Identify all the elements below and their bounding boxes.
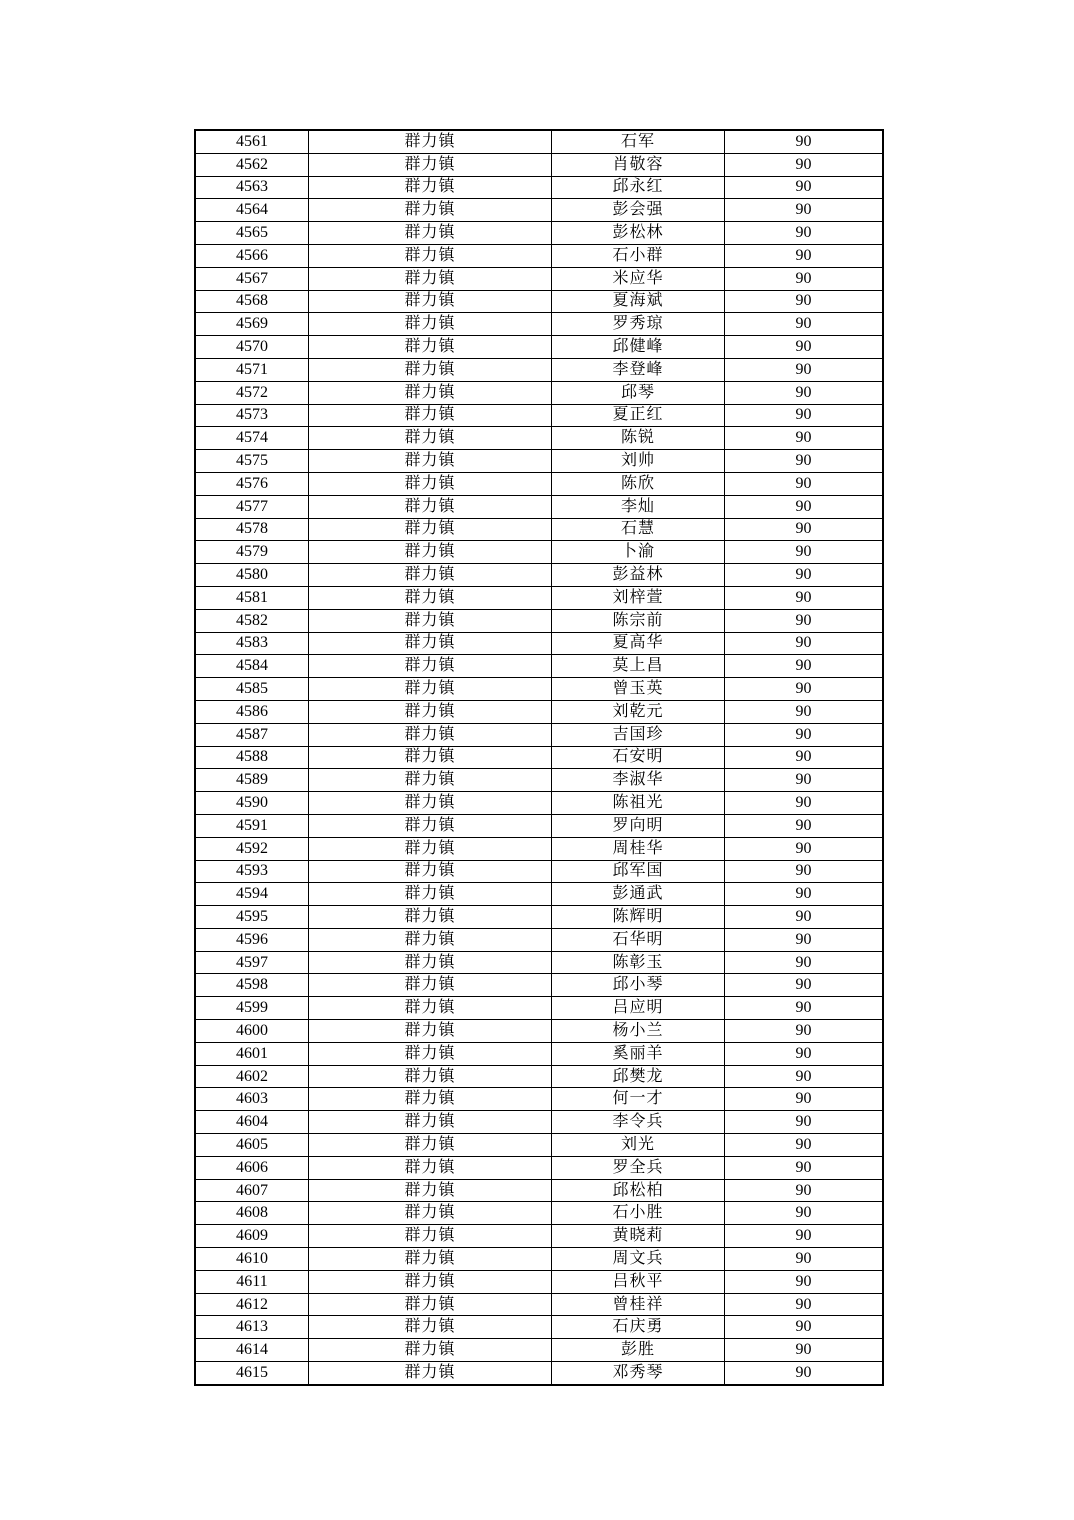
person-name-cell: 黄晓莉 [552,1225,725,1248]
table-row [195,1065,883,1088]
town-cell: 群力镇 [309,199,552,222]
score-cell: 90 [725,130,884,153]
row-number-cell: 4568 [195,290,309,313]
town-cell: 群力镇 [309,153,552,176]
table-row [195,1111,883,1134]
table-row [195,130,883,153]
table-row [195,1020,883,1043]
table-row [195,814,883,837]
person-name-cell: 石小群 [552,244,725,267]
table-row [195,1339,883,1362]
person-name-cell: 邱樊龙 [552,1065,725,1088]
table-row [195,678,883,701]
score-cell: 90 [725,1339,884,1362]
score-cell: 90 [725,792,884,815]
person-name-cell: 杨小兰 [552,1020,725,1043]
score-cell: 90 [725,1316,884,1339]
town-cell: 群力镇 [309,1042,552,1065]
person-name-cell: 邱小琴 [552,974,725,997]
score-cell: 90 [725,1088,884,1111]
person-name-cell: 李淑华 [552,769,725,792]
town-cell: 群力镇 [309,450,552,473]
table-row [195,290,883,313]
town-cell: 群力镇 [309,1111,552,1134]
person-name-cell: 吉国珍 [552,723,725,746]
row-number-cell: 4578 [195,518,309,541]
table-row [195,883,883,906]
table-row [195,723,883,746]
score-cell: 90 [725,290,884,313]
table-row [195,1293,883,1316]
table-row [195,358,883,381]
person-name-cell: 邱琴 [552,381,725,404]
row-number-cell: 4573 [195,404,309,427]
row-number-cell: 4613 [195,1316,309,1339]
table-row [195,1179,883,1202]
score-cell: 90 [725,746,884,769]
table-row [195,1316,883,1339]
person-name-cell: 陈锐 [552,427,725,450]
score-cell: 90 [725,1202,884,1225]
town-cell: 群力镇 [309,290,552,313]
table-row [195,518,883,541]
row-number-cell: 4612 [195,1293,309,1316]
town-cell: 群力镇 [309,928,552,951]
table-row [195,1134,883,1157]
score-cell: 90 [725,336,884,359]
person-name-cell: 曾桂祥 [552,1293,725,1316]
town-cell: 群力镇 [309,746,552,769]
person-name-cell: 石慧 [552,518,725,541]
town-cell: 群力镇 [309,655,552,678]
row-number-cell: 4570 [195,336,309,359]
score-cell: 90 [725,1111,884,1134]
row-number-cell: 4593 [195,860,309,883]
row-number-cell: 4561 [195,130,309,153]
row-number-cell: 4608 [195,1202,309,1225]
row-number-cell: 4564 [195,199,309,222]
person-name-cell: 曾玉英 [552,678,725,701]
person-name-cell: 肖敬容 [552,153,725,176]
score-cell: 90 [725,997,884,1020]
town-cell: 群力镇 [309,883,552,906]
table-row [195,427,883,450]
score-cell: 90 [725,814,884,837]
person-name-cell: 吕秋平 [552,1270,725,1293]
score-cell: 90 [725,564,884,587]
row-number-cell: 4585 [195,678,309,701]
town-cell: 群力镇 [309,1065,552,1088]
table-row [195,199,883,222]
score-cell: 90 [725,632,884,655]
score-cell: 90 [725,1225,884,1248]
row-number-cell: 4614 [195,1339,309,1362]
person-name-cell: 彭会强 [552,199,725,222]
person-name-cell: 罗全兵 [552,1156,725,1179]
table-row [195,336,883,359]
town-cell: 群力镇 [309,472,552,495]
town-cell: 群力镇 [309,586,552,609]
town-cell: 群力镇 [309,381,552,404]
table-row [195,1088,883,1111]
town-cell: 群力镇 [309,1270,552,1293]
row-number-cell: 4601 [195,1042,309,1065]
table-row [195,951,883,974]
person-name-cell: 米应华 [552,267,725,290]
town-cell: 群力镇 [309,336,552,359]
person-name-cell: 夏正红 [552,404,725,427]
roster-table [194,129,884,1386]
score-cell: 90 [725,1065,884,1088]
person-name-cell: 陈宗前 [552,609,725,632]
table-row [195,404,883,427]
row-number-cell: 4587 [195,723,309,746]
row-number-cell: 4589 [195,769,309,792]
row-number-cell: 4606 [195,1156,309,1179]
town-cell: 群力镇 [309,495,552,518]
row-number-cell: 4596 [195,928,309,951]
person-name-cell: 刘光 [552,1134,725,1157]
table-row [195,450,883,473]
row-number-cell: 4586 [195,700,309,723]
score-cell: 90 [725,313,884,336]
town-cell: 群力镇 [309,974,552,997]
person-name-cell: 李登峰 [552,358,725,381]
row-number-cell: 4566 [195,244,309,267]
row-number-cell: 4584 [195,655,309,678]
town-cell: 群力镇 [309,1134,552,1157]
row-number-cell: 4583 [195,632,309,655]
table-row [195,928,883,951]
score-cell: 90 [725,1020,884,1043]
town-cell: 群力镇 [309,1020,552,1043]
score-cell: 90 [725,495,884,518]
person-name-cell: 刘乾元 [552,700,725,723]
score-cell: 90 [725,860,884,883]
person-name-cell: 邱军国 [552,860,725,883]
town-cell: 群力镇 [309,1179,552,1202]
row-number-cell: 4563 [195,176,309,199]
person-name-cell: 罗向明 [552,814,725,837]
town-cell: 群力镇 [309,1316,552,1339]
person-name-cell: 刘梓萱 [552,586,725,609]
score-cell: 90 [725,518,884,541]
person-name-cell: 石华明 [552,928,725,951]
table-row [195,906,883,929]
person-name-cell: 罗秀琼 [552,313,725,336]
row-number-cell: 4615 [195,1362,309,1385]
town-cell: 群力镇 [309,518,552,541]
score-cell: 90 [725,586,884,609]
score-cell: 90 [725,723,884,746]
row-number-cell: 4609 [195,1225,309,1248]
town-cell: 群力镇 [309,609,552,632]
row-number-cell: 4598 [195,974,309,997]
score-cell: 90 [725,951,884,974]
score-cell: 90 [725,769,884,792]
table-row [195,860,883,883]
town-cell: 群力镇 [309,951,552,974]
row-number-cell: 4603 [195,1088,309,1111]
row-number-cell: 4576 [195,472,309,495]
person-name-cell: 吕应明 [552,997,725,1020]
table-row [195,1225,883,1248]
row-number-cell: 4580 [195,564,309,587]
score-cell: 90 [725,928,884,951]
row-number-cell: 4594 [195,883,309,906]
table-row [195,1156,883,1179]
town-cell: 群力镇 [309,1088,552,1111]
row-number-cell: 4591 [195,814,309,837]
table-row [195,222,883,245]
town-cell: 群力镇 [309,997,552,1020]
score-cell: 90 [725,153,884,176]
table-row [195,244,883,267]
person-name-cell: 刘帅 [552,450,725,473]
town-cell: 群力镇 [309,1156,552,1179]
table-row [195,655,883,678]
score-cell: 90 [725,176,884,199]
town-cell: 群力镇 [309,176,552,199]
score-cell: 90 [725,427,884,450]
person-name-cell: 邱健峰 [552,336,725,359]
score-cell: 90 [725,1270,884,1293]
person-name-cell: 邱永红 [552,176,725,199]
row-number-cell: 4581 [195,586,309,609]
score-cell: 90 [725,222,884,245]
row-number-cell: 4572 [195,381,309,404]
person-name-cell: 彭胜 [552,1339,725,1362]
person-name-cell: 李灿 [552,495,725,518]
row-number-cell: 4569 [195,313,309,336]
row-number-cell: 4595 [195,906,309,929]
score-cell: 90 [725,837,884,860]
town-cell: 群力镇 [309,814,552,837]
row-number-cell: 4599 [195,997,309,1020]
score-cell: 90 [725,1179,884,1202]
town-cell: 群力镇 [309,792,552,815]
town-cell: 群力镇 [309,1293,552,1316]
row-number-cell: 4562 [195,153,309,176]
town-cell: 群力镇 [309,678,552,701]
person-name-cell: 夏海斌 [552,290,725,313]
score-cell: 90 [725,1156,884,1179]
town-cell: 群力镇 [309,1339,552,1362]
table-row [195,1248,883,1271]
town-cell: 群力镇 [309,700,552,723]
score-cell: 90 [725,906,884,929]
row-number-cell: 4565 [195,222,309,245]
table-row [195,153,883,176]
town-cell: 群力镇 [309,222,552,245]
score-cell: 90 [725,700,884,723]
person-name-cell: 陈欣 [552,472,725,495]
score-cell: 90 [725,1362,884,1385]
row-number-cell: 4605 [195,1134,309,1157]
town-cell: 群力镇 [309,1248,552,1271]
town-cell: 群力镇 [309,358,552,381]
table-row [195,313,883,336]
score-cell: 90 [725,974,884,997]
town-cell: 群力镇 [309,313,552,336]
table-row [195,381,883,404]
person-name-cell: 何一才 [552,1088,725,1111]
town-cell: 群力镇 [309,564,552,587]
town-cell: 群力镇 [309,267,552,290]
score-cell: 90 [725,609,884,632]
town-cell: 群力镇 [309,244,552,267]
table-row [195,564,883,587]
row-number-cell: 4592 [195,837,309,860]
town-cell: 群力镇 [309,1225,552,1248]
person-name-cell: 石小胜 [552,1202,725,1225]
table-row [195,1270,883,1293]
person-name-cell: 奚丽羊 [552,1042,725,1065]
row-number-cell: 4607 [195,1179,309,1202]
table-row [195,609,883,632]
person-name-cell: 陈辉明 [552,906,725,929]
table-row [195,1042,883,1065]
town-cell: 群力镇 [309,1362,552,1385]
table-row [195,1362,883,1385]
town-cell: 群力镇 [309,906,552,929]
table-row [195,267,883,290]
person-name-cell: 彭益林 [552,564,725,587]
row-number-cell: 4597 [195,951,309,974]
table-row [195,176,883,199]
row-number-cell: 4611 [195,1270,309,1293]
row-number-cell: 4571 [195,358,309,381]
person-name-cell: 夏高华 [552,632,725,655]
score-cell: 90 [725,199,884,222]
person-name-cell: 卜渝 [552,541,725,564]
table-row [195,746,883,769]
row-number-cell: 4582 [195,609,309,632]
score-cell: 90 [725,404,884,427]
person-name-cell: 彭通武 [552,883,725,906]
row-number-cell: 4567 [195,267,309,290]
score-cell: 90 [725,1042,884,1065]
table-row [195,792,883,815]
score-cell: 90 [725,267,884,290]
row-number-cell: 4600 [195,1020,309,1043]
table-row [195,586,883,609]
score-cell: 90 [725,1248,884,1271]
person-name-cell: 彭松林 [552,222,725,245]
row-number-cell: 4577 [195,495,309,518]
town-cell: 群力镇 [309,632,552,655]
score-cell: 90 [725,472,884,495]
score-cell: 90 [725,450,884,473]
table-row [195,541,883,564]
row-number-cell: 4602 [195,1065,309,1088]
score-cell: 90 [725,381,884,404]
table-row [195,1202,883,1225]
row-number-cell: 4574 [195,427,309,450]
town-cell: 群力镇 [309,723,552,746]
town-cell: 群力镇 [309,769,552,792]
score-cell: 90 [725,655,884,678]
row-number-cell: 4590 [195,792,309,815]
row-number-cell: 4610 [195,1248,309,1271]
person-name-cell: 周文兵 [552,1248,725,1271]
row-number-cell: 4604 [195,1111,309,1134]
town-cell: 群力镇 [309,427,552,450]
person-name-cell: 石安明 [552,746,725,769]
score-cell: 90 [725,244,884,267]
town-cell: 群力镇 [309,130,552,153]
table-row [195,997,883,1020]
row-number-cell: 4579 [195,541,309,564]
table-row [195,837,883,860]
row-number-cell: 4588 [195,746,309,769]
roster-table-body [195,130,883,1385]
person-name-cell: 石庆勇 [552,1316,725,1339]
person-name-cell: 周桂华 [552,837,725,860]
person-name-cell: 李令兵 [552,1111,725,1134]
score-cell: 90 [725,1293,884,1316]
town-cell: 群力镇 [309,860,552,883]
table-row [195,769,883,792]
town-cell: 群力镇 [309,404,552,427]
person-name-cell: 莫上昌 [552,655,725,678]
score-cell: 90 [725,883,884,906]
person-name-cell: 邱松柏 [552,1179,725,1202]
person-name-cell: 石军 [552,130,725,153]
row-number-cell: 4575 [195,450,309,473]
table-row [195,632,883,655]
town-cell: 群力镇 [309,837,552,860]
score-cell: 90 [725,1134,884,1157]
table-row [195,472,883,495]
person-name-cell: 陈祖光 [552,792,725,815]
table-row [195,700,883,723]
score-cell: 90 [725,541,884,564]
table-row [195,495,883,518]
town-cell: 群力镇 [309,1202,552,1225]
person-name-cell: 陈彰玉 [552,951,725,974]
score-cell: 90 [725,358,884,381]
table-row [195,974,883,997]
town-cell: 群力镇 [309,541,552,564]
person-name-cell: 邓秀琴 [552,1362,725,1385]
score-cell: 90 [725,678,884,701]
